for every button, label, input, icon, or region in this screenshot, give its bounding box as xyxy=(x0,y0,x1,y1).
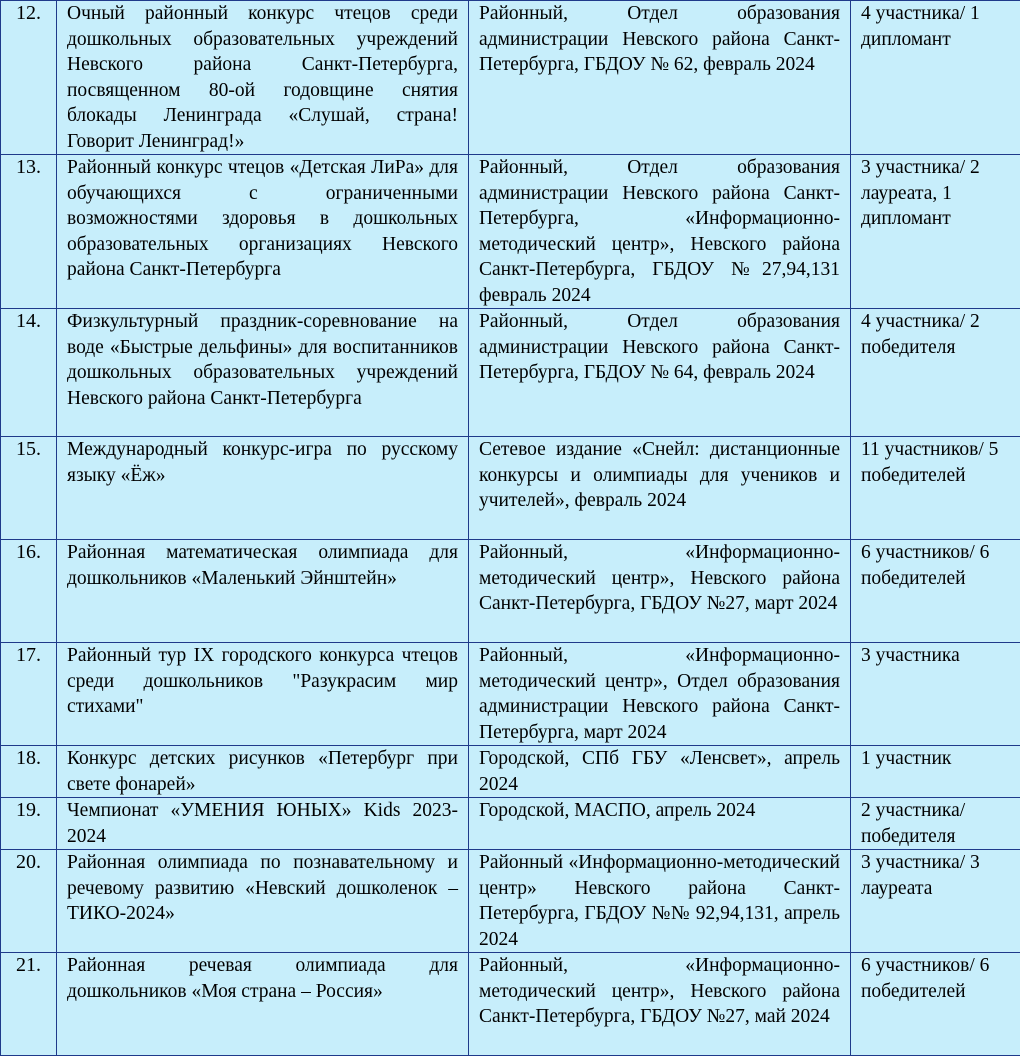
competition-level-organizer: Районный, «Информационно-методический центр», Отдел образования администрации Невского района Санкт-Петербурга, март 2024 xyxy=(469,643,851,746)
row-number: 12. xyxy=(1,1,57,155)
row-number: 18. xyxy=(1,746,57,798)
competition-name: Физкультурный праздник-соревнование на воде «Быстрые дельфины» для воспитанников дошкольных образовательных учреждений Невского района Санкт-Петербурга xyxy=(57,309,469,437)
table-row xyxy=(1,798,1020,850)
table-row xyxy=(1,155,1020,309)
table-row xyxy=(1,437,1020,540)
competition-name: Международный конкурс-игра по русскому языку «Ёж» xyxy=(57,437,469,540)
competition-name: Районная речевая олимпиада для дошкольников «Моя страна – Россия» xyxy=(57,953,469,1056)
competition-name: Чемпионат «УМЕНИЯ ЮНЫХ» Kids 2023-2024 xyxy=(57,798,469,850)
table-row xyxy=(1,643,1020,746)
competition-level-organizer: Районный, Отдел образования администрации Невского района Санкт-Петербурга, ГБДОУ № 62, февраль 2024 xyxy=(469,1,851,155)
participation-result: 6 участников/ 6 победителей xyxy=(851,953,1020,1056)
participation-result: 1 участник xyxy=(851,746,1020,798)
competition-name: Районная олимпиада по познавательному и речевому развитию «Невский дошколенок – ТИКО-2024» xyxy=(57,850,469,953)
table-row xyxy=(1,850,1020,953)
table-row xyxy=(1,309,1020,437)
competition-level-organizer: Районный, Отдел образования администрации Невского района Санкт-Петербурга, ГБДОУ № 64, февраль 2024 xyxy=(469,309,851,437)
table-row xyxy=(1,540,1020,643)
competition-name: Районный тур IX городского конкурса чтецов среди дошкольников "Разукрасим мир стихами" xyxy=(57,643,469,746)
table-body xyxy=(1,1,1020,1056)
participation-result: 3 участника xyxy=(851,643,1020,746)
row-number: 20. xyxy=(1,850,57,953)
table-row xyxy=(1,953,1020,1056)
competition-name: Конкурс детских рисунков «Петербург при свете фонарей» xyxy=(57,746,469,798)
row-number: 14. xyxy=(1,309,57,437)
competition-level-organizer: Районный, «Информационно-методический центр», Невского района Санкт-Петербурга, ГБДОУ №27, май 2024 xyxy=(469,953,851,1056)
row-number: 21. xyxy=(1,953,57,1056)
competition-level-organizer: Районный, Отдел образования администрации Невского района Санкт-Петербурга, «Информационно-методический центр», Невского района Санкт-Петербурга, ГБДОУ №27,94,131 февраль 2024 xyxy=(469,155,851,309)
participation-result: 6 участников/ 6 победителей xyxy=(851,540,1020,643)
row-number: 15. xyxy=(1,437,57,540)
competition-level-organizer: Городской, МАСПО, апрель 2024 xyxy=(469,798,851,850)
row-number: 17. xyxy=(1,643,57,746)
participation-result: 4 участника/ 2 победителя xyxy=(851,309,1020,437)
participation-result: 3 участника/ 2 лауреата, 1 дипломант xyxy=(851,155,1020,309)
table-row xyxy=(1,1,1020,155)
participation-result: 4 участника/ 1 дипломант xyxy=(851,1,1020,155)
participation-result: 2 участника/ победителя xyxy=(851,798,1020,850)
participation-result: 3 участника/ 3 лауреата xyxy=(851,850,1020,953)
competition-level-organizer: Городской, СПб ГБУ «Ленсвет», апрель 2024 xyxy=(469,746,851,798)
row-number: 19. xyxy=(1,798,57,850)
competition-name: Очный районный конкурс чтецов среди дошкольных образовательных учреждений Невского района Санкт-Петербурга, посвященном 80-ой годовщине снятия блокады Ленинграда «Слушай, страна! Говорит Ленинград!» xyxy=(57,1,469,155)
competition-level-organizer: Районный, «Информационно-методический центр», Невского района Санкт-Петербурга, ГБДОУ №27, март 2024 xyxy=(469,540,851,643)
participation-result: 11 участников/ 5 победителей xyxy=(851,437,1020,540)
competition-level-organizer: Сетевое издание «Снейл: дистанционные конкурсы и олимпиады для учеников и учителей», февраль 2024 xyxy=(469,437,851,540)
table-row xyxy=(1,746,1020,798)
row-number: 13. xyxy=(1,155,57,309)
row-number: 16. xyxy=(1,540,57,643)
competition-name: Районная математическая олимпиада для дошкольников «Маленький Эйнштейн» xyxy=(57,540,469,643)
competition-name: Районный конкурс чтецов «Детская ЛиРа» для обучающихся с ограниченными возможностями здоровья в дошкольных образовательных организациях Невского района Санкт-Петербурга xyxy=(57,155,469,309)
competition-level-organizer: Районный «Информационно-методический центр» Невского района Санкт-Петербурга, ГБДОУ №№ 92,94,131, апрель 2024 xyxy=(469,850,851,953)
